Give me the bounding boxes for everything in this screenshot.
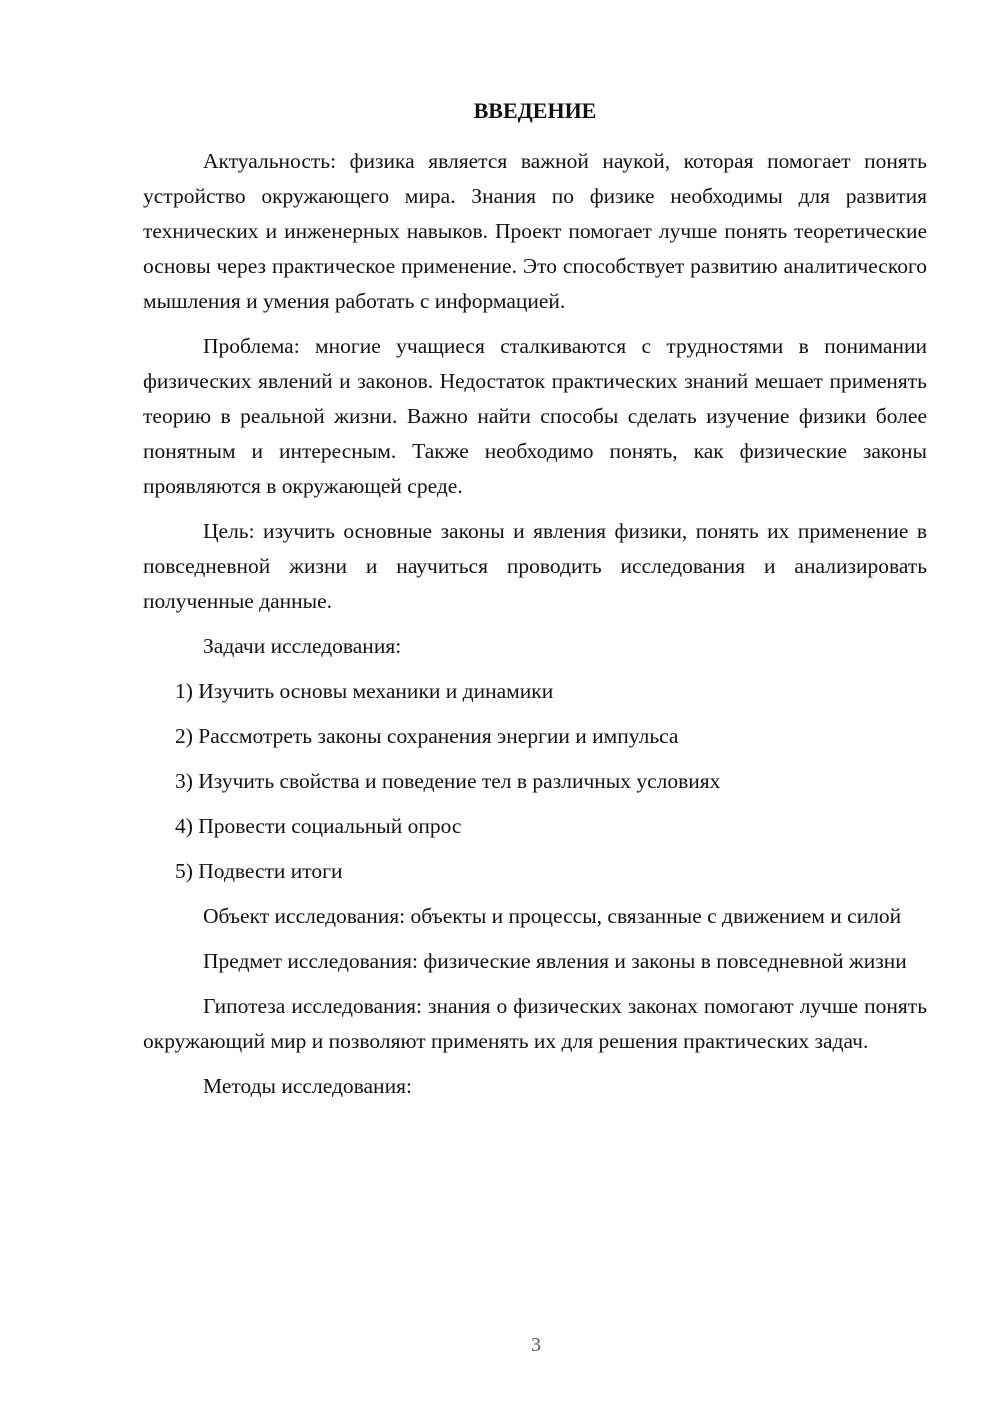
document-page (143, 94, 927, 1114)
list-item: 1) Изучить основы механики и динамики (175, 679, 554, 703)
page-number: 3 (531, 1334, 541, 1356)
paragraph-goal: Цель: изучить основные законы и явления физики, понять их применение в повседневной жизни и научиться проводить исследования и анализировать полученные данные. (143, 519, 927, 613)
list-item: 4) Провести социальный опрос (175, 814, 462, 838)
paragraph-subject: Предмет исследования: физические явления и законы в повседневной жизни (203, 949, 907, 973)
paragraph-relevance: Актуальность: физика является важной наукой, которая помогает понять устройство окружающего мира. Знания по физике необходимы для развития технических и инженерных навыков. Проект помогает лучше понять теоретические основы через практическое применение. Это способствует развитию аналитического мышления и умения работать с информацией. (143, 149, 927, 313)
paragraph-tasks-heading: Задачи исследования: (203, 634, 402, 658)
paragraph-methods-heading: Методы исследования: (203, 1074, 412, 1098)
paragraph-object: Объект исследования: объекты и процессы, связанные с движением и силой (203, 904, 902, 928)
document-title: ВВЕДЕНИЕ (473, 98, 597, 123)
paragraph-hypothesis: Гипотеза исследования: знания о физических законах помогают лучше понять окружающий мир и позволяют применять их для решения практических задач. (143, 994, 927, 1053)
list-item: 5) Подвести итоги (175, 859, 343, 883)
paragraph-problem: Проблема: многие учащиеся сталкиваются с трудностями в понимании физических явлений и законов. Недостаток практических знаний мешает применять теорию в реальной жизни. Важно найти способы сделать изучение физики более понятным и интересным. Также необходимо понять, как физические законы проявляются в окружающей среде. (143, 334, 927, 498)
list-item: 2) Рассмотреть законы сохранения энергии и импульса (175, 724, 679, 748)
list-item: 3) Изучить свойства и поведение тел в различных условиях (175, 769, 721, 793)
tasks-list (143, 674, 927, 889)
